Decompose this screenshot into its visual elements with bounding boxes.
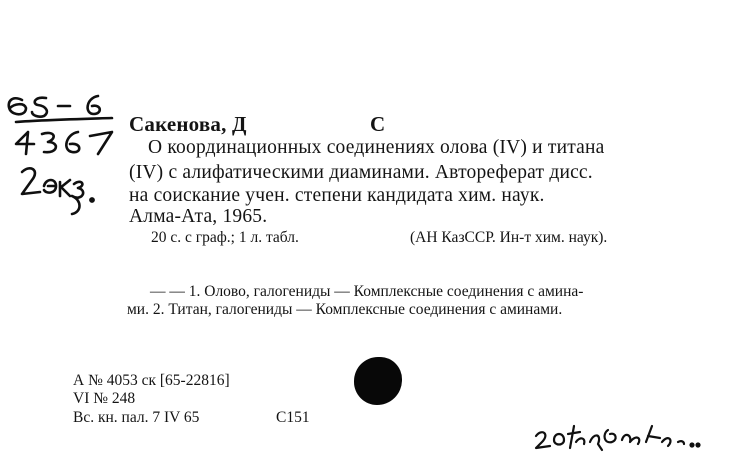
series-statement: (АН КазССР. Ин-т хим. наук). xyxy=(410,229,608,246)
accession-number: А № 4053 ск [65-22816] xyxy=(73,372,230,389)
author-heading: Сакенова, Д xyxy=(129,112,247,136)
handwritten-note xyxy=(532,412,702,454)
title-line: (IV) с алифатическими диаминами. Автореферат дисс. xyxy=(129,162,593,183)
author-letter: С xyxy=(370,112,386,136)
subject-tracing-line: ми. 2. Титан, галогениды — Комплексные соединения с аминами. xyxy=(127,301,563,318)
chamber-date: Вс. кн. пал. 7 IV 65 xyxy=(73,409,200,426)
subject-tracing-line: — — 1. Олово, галогениды — Комплексные соединения с амина- xyxy=(150,283,584,300)
title-line: на соискание учен. степени кандидата хим. наук. xyxy=(129,185,545,206)
collation: 20 с. с граф.; 1 л. табл. xyxy=(151,229,299,246)
handwritten-shelf-mark xyxy=(0,92,130,232)
classification-code: С151 xyxy=(276,409,310,426)
registry-number: VI № 248 xyxy=(73,390,136,407)
title-line: О координационных соединениях олова (IV) и титана xyxy=(148,137,605,158)
title-line: Алма-Ата, 1965. xyxy=(129,206,268,227)
ink-blot xyxy=(354,357,402,405)
